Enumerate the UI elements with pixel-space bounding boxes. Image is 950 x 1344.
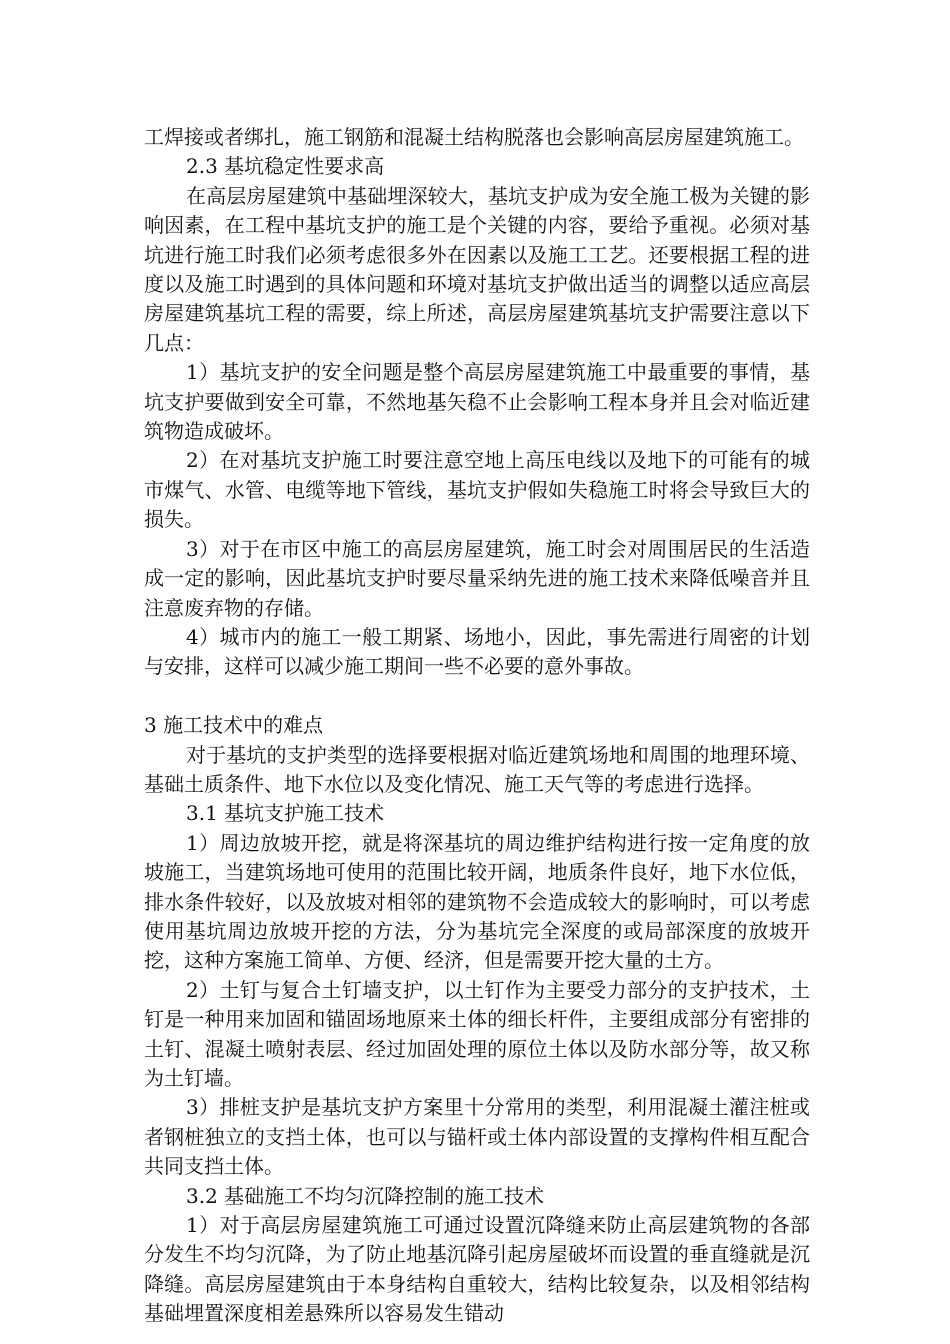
list-item-1: 1）基坑支护的安全问题是整个高层房屋建筑施工中最重要的事情，基坑支护要做到安全可靠，不然地基矢稳不止会影响工程本身并且会对临近建筑物造成破坏。 [144,360,810,444]
section-heading-3: 3 施工技术中的难点 [144,713,324,738]
paragraph-intro-2-3: 在高层房屋建筑中基础埋深较大，基坑支护成为安全施工极为关键的影响因素，在工程中基坑支护的施工是个关键的内容，要给予重视。必须对基坑进行施工时我们必须考虑很多外在因素以及施工工艺。还要根据工程的进度以及施工时遇到的具体问题和环境对基坑支护做出适当的调整以适应高层房屋建筑基坑工程的需要，综上所述，高层房屋建筑基坑支护需要注意以下几点： [144,183,810,355]
list-item-3: 3）对于在市区中施工的高层房屋建筑，施工时会对周围居民的生活造成一定的影响，因此基坑支护时要尽量采纳先进的施工技术来降低噪音并且注意废弃物的存储。 [144,536,810,620]
section-heading-3-1: 3.1 基坑支护施工技术 [186,801,385,826]
section-heading-3-2: 3.2 基础施工不均匀沉降控制的施工技术 [186,1183,545,1208]
blank-line [144,682,810,711]
paragraph-continuation: 工焊接或者绑扎，施工钢筋和混凝土结构脱落也会影响高层房屋建筑施工。 [144,125,804,149]
list-item-3-2-1: 1）对于高层房屋建筑施工可通过设置沉降缝来防止高层建筑物的各部分发生不均匀沉降，为了防止地基沉降引起房屋破坏而设置的垂直缝就是沉降缝。高层房屋建筑由于本身结构自重较大，结构比较复杂，以及相邻结构基础埋置深度相差悬殊所以容易发生错动 [144,1213,810,1326]
list-item-3-1-1: 1）周边放坡开挖，就是将深基坑的周边维护结构进行按一定角度的放坡施工，当建筑场地可使用的范围比较开阔，地质条件良好，地下水位低，排水条件较好，以及放坡对相邻的建筑物不会造成较大的影响时，可以考虑使用基坑周边放坡开挖的方法，分为基坑完全深度的或局部深度的放坡开挖，这种方案施工简单、方便、经济，但是需要开挖大量的土方。 [144,830,810,973]
document-body [144,123,810,1329]
list-item-2: 2）在对基坑支护施工时要注意空地上高压电线以及地下的可能有的城市煤气、水管、电缆等地下管线，基坑支护假如失稳施工时将会导致巨大的损失。 [144,448,810,532]
list-item-4: 4）城市内的施工一般工期紧、场地小，因此，事先需进行周密的计划与安排，这样可以减少施工期间一些不必要的意外事故。 [144,624,810,679]
paragraph-intro-3: 对于基坑的支护类型的选择要根据对临近建筑场地和周围的地理环境、基础土质条件、地下水位以及变化情况、施工天气等的考虑进行选择。 [144,742,810,796]
section-heading-2-3: 2.3 基坑稳定性要求高 [186,154,385,179]
list-item-3-1-3: 3）排桩支护是基坑支护方案里十分常用的类型，利用混凝土灌注桩或者钢桩独立的支挡土体，也可以与锚杆或土体内部设置的支撑构件相互配合共同支挡土体。 [144,1095,810,1179]
list-item-3-1-2: 2）土钉与复合土钉墙支护，以土钉作为主要受力部分的支护技术，土钉是一种用来加固和锚固场地原来土体的细长杆件，主要组成部分有密排的土钉、混凝土喷射表层、经过加固处理的原位土体以及防水部分等，故又称为土钉墙。 [144,977,810,1090]
